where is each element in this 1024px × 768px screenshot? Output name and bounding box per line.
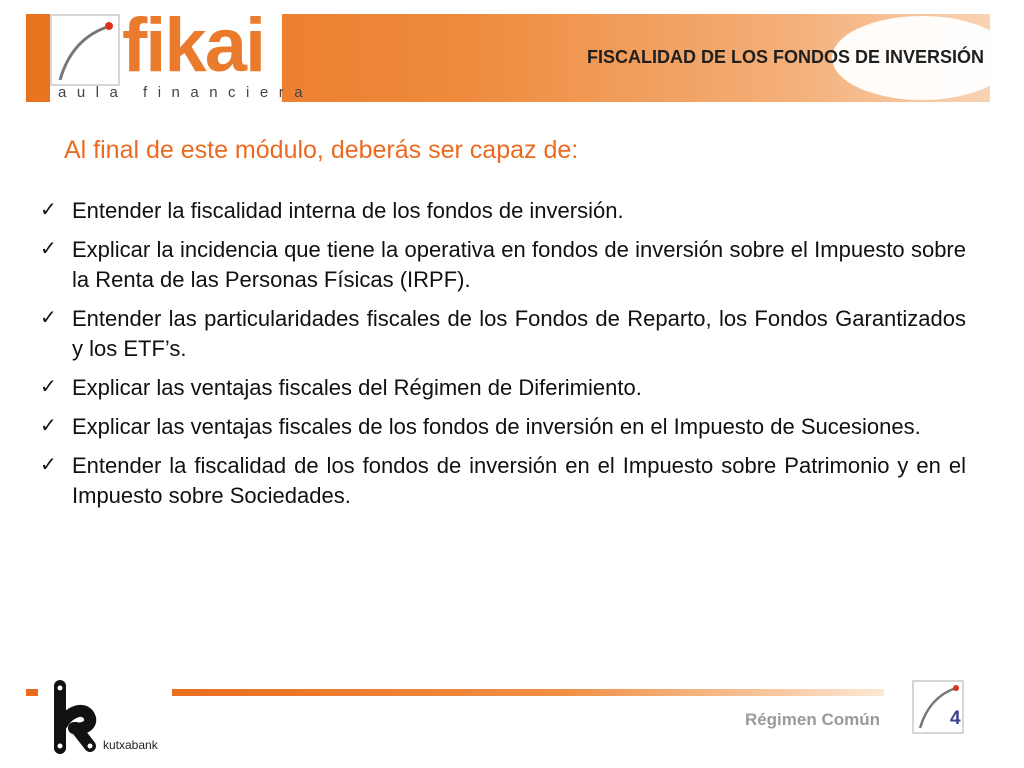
page-number: 4: [950, 708, 961, 729]
check-mark-icon: ✓: [40, 305, 57, 329]
k-logo-icon: [46, 680, 102, 754]
list-item: [40, 196, 966, 226]
footer-orange-bar: [172, 689, 884, 696]
check-mark-icon: ✓: [40, 413, 57, 437]
objectives-list: [40, 196, 966, 520]
check-mark-icon: ✓: [40, 374, 57, 398]
list-item: [40, 235, 966, 295]
fikai-logo: [50, 3, 314, 102]
section-label: Régimen Común: [744, 710, 880, 729]
check-mark-icon: ✓: [40, 197, 57, 221]
list-item-text: Explicar las ventajas fiscales del Régimen de Diferimiento.: [72, 375, 642, 400]
slide-header: [0, 0, 1024, 110]
check-mark-icon: ✓: [40, 452, 57, 476]
list-item: [40, 373, 966, 403]
swoosh-icon: [50, 14, 122, 88]
list-item: [40, 451, 966, 511]
check-mark-icon: ✓: [40, 236, 57, 260]
list-item-text: Explicar las ventajas fiscales de los fondos de inversión en el Impuesto de Sucesiones.: [72, 414, 921, 439]
list-item-text: Entender las particularidades fiscales de los Fondos de Reparto, los Fondos Garantizados y los ETF’s.: [72, 306, 966, 361]
slide-title: FISCALIDAD DE LOS FONDOS DE INVERSIÓN: [586, 47, 984, 67]
list-item-text: Entender la fiscalidad interna de los fondos de inversión.: [72, 198, 624, 223]
list-item-text: Explicar la incidencia que tiene la operativa en fondos de inversión sobre el Impuesto sobre la Renta de las Personas Físicas (IRPF).: [72, 237, 966, 292]
list-item: [40, 412, 966, 442]
logo-tagline: aula financiera: [58, 84, 314, 101]
brand-name: kutxabank: [103, 738, 158, 752]
footer-accent-square: [26, 689, 38, 696]
module-objectives-heading: Al final de este módulo, deberás ser capaz de:: [64, 136, 579, 164]
list-item: [40, 304, 966, 364]
logo-wordmark: fikai: [122, 3, 265, 88]
list-item-text: Entender la fiscalidad de los fondos de inversión en el Impuesto sobre Patrimonio y en el Impuesto sobre Sociedades.: [72, 453, 966, 508]
